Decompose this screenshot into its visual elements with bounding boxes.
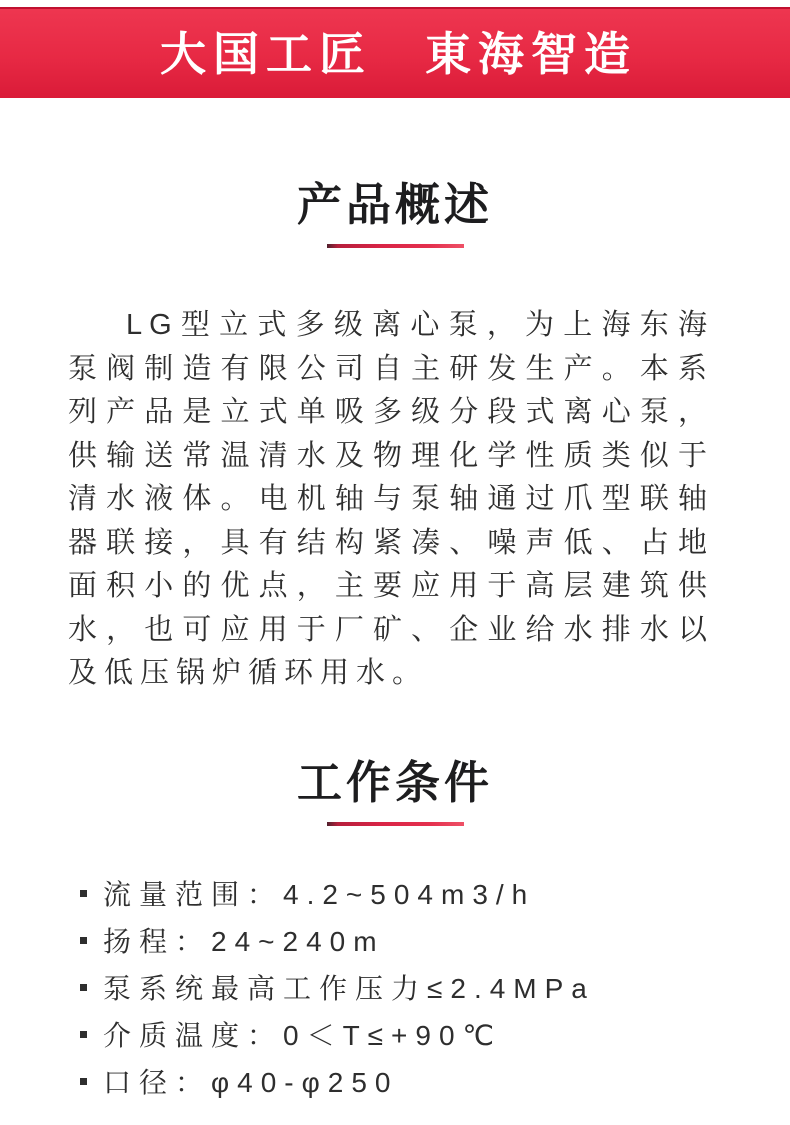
spec-item-medium-temperature (80, 1011, 790, 1058)
bullet-dot-icon (80, 1031, 87, 1038)
product-page (0, 7, 790, 1125)
bullet-dot-icon (80, 890, 87, 897)
title-underline (327, 244, 464, 248)
spec-text-head: 扬程：24~240m (103, 926, 385, 957)
banner-title: 大国工匠 東海智造 (160, 27, 637, 80)
spec-text-max-pressure: 泵系统最高工作压力≤2.4MPa (103, 973, 595, 1004)
bullet-dot-icon (80, 937, 87, 944)
brand-banner (0, 7, 790, 98)
title-underline (327, 822, 464, 826)
spec-item-diameter (80, 1058, 790, 1105)
section-product-overview (0, 179, 790, 696)
bullet-dot-icon (80, 984, 87, 991)
section-title-working-conditions: 工作条件 (296, 756, 493, 808)
spec-text-diameter: 口径：φ40-φ250 (103, 1067, 399, 1098)
spec-item-head (80, 917, 790, 964)
section-title-overview: 产品概述 (296, 179, 493, 230)
spec-text-flow-range: 流量范围：4.2~504m3/h (103, 879, 536, 910)
spec-list (0, 870, 790, 1105)
bullet-dot-icon (80, 1078, 87, 1085)
overview-paragraph: LG型立式多级离心泵，为上海东海泵阀制造有限公司自主研发生产。本系列产品是立式单吸多级分段式离心泵，供输送常温清水及物理化学性质类似于清水液体。电机轴与泵轴通过爪型联轴器联接，具有结构紧凑、噪声低、占地面积小的优点，主要应用于高层建筑供水，也可应用于厂矿、企业给水排水以及低压锅炉循环用水。 (68, 309, 714, 689)
section-working-conditions (0, 756, 790, 1105)
spec-text-medium-temperature: 介质温度：0＜T≤+90℃ (103, 1020, 502, 1051)
spec-item-flow-range (80, 870, 790, 917)
spec-item-max-pressure (80, 964, 790, 1011)
